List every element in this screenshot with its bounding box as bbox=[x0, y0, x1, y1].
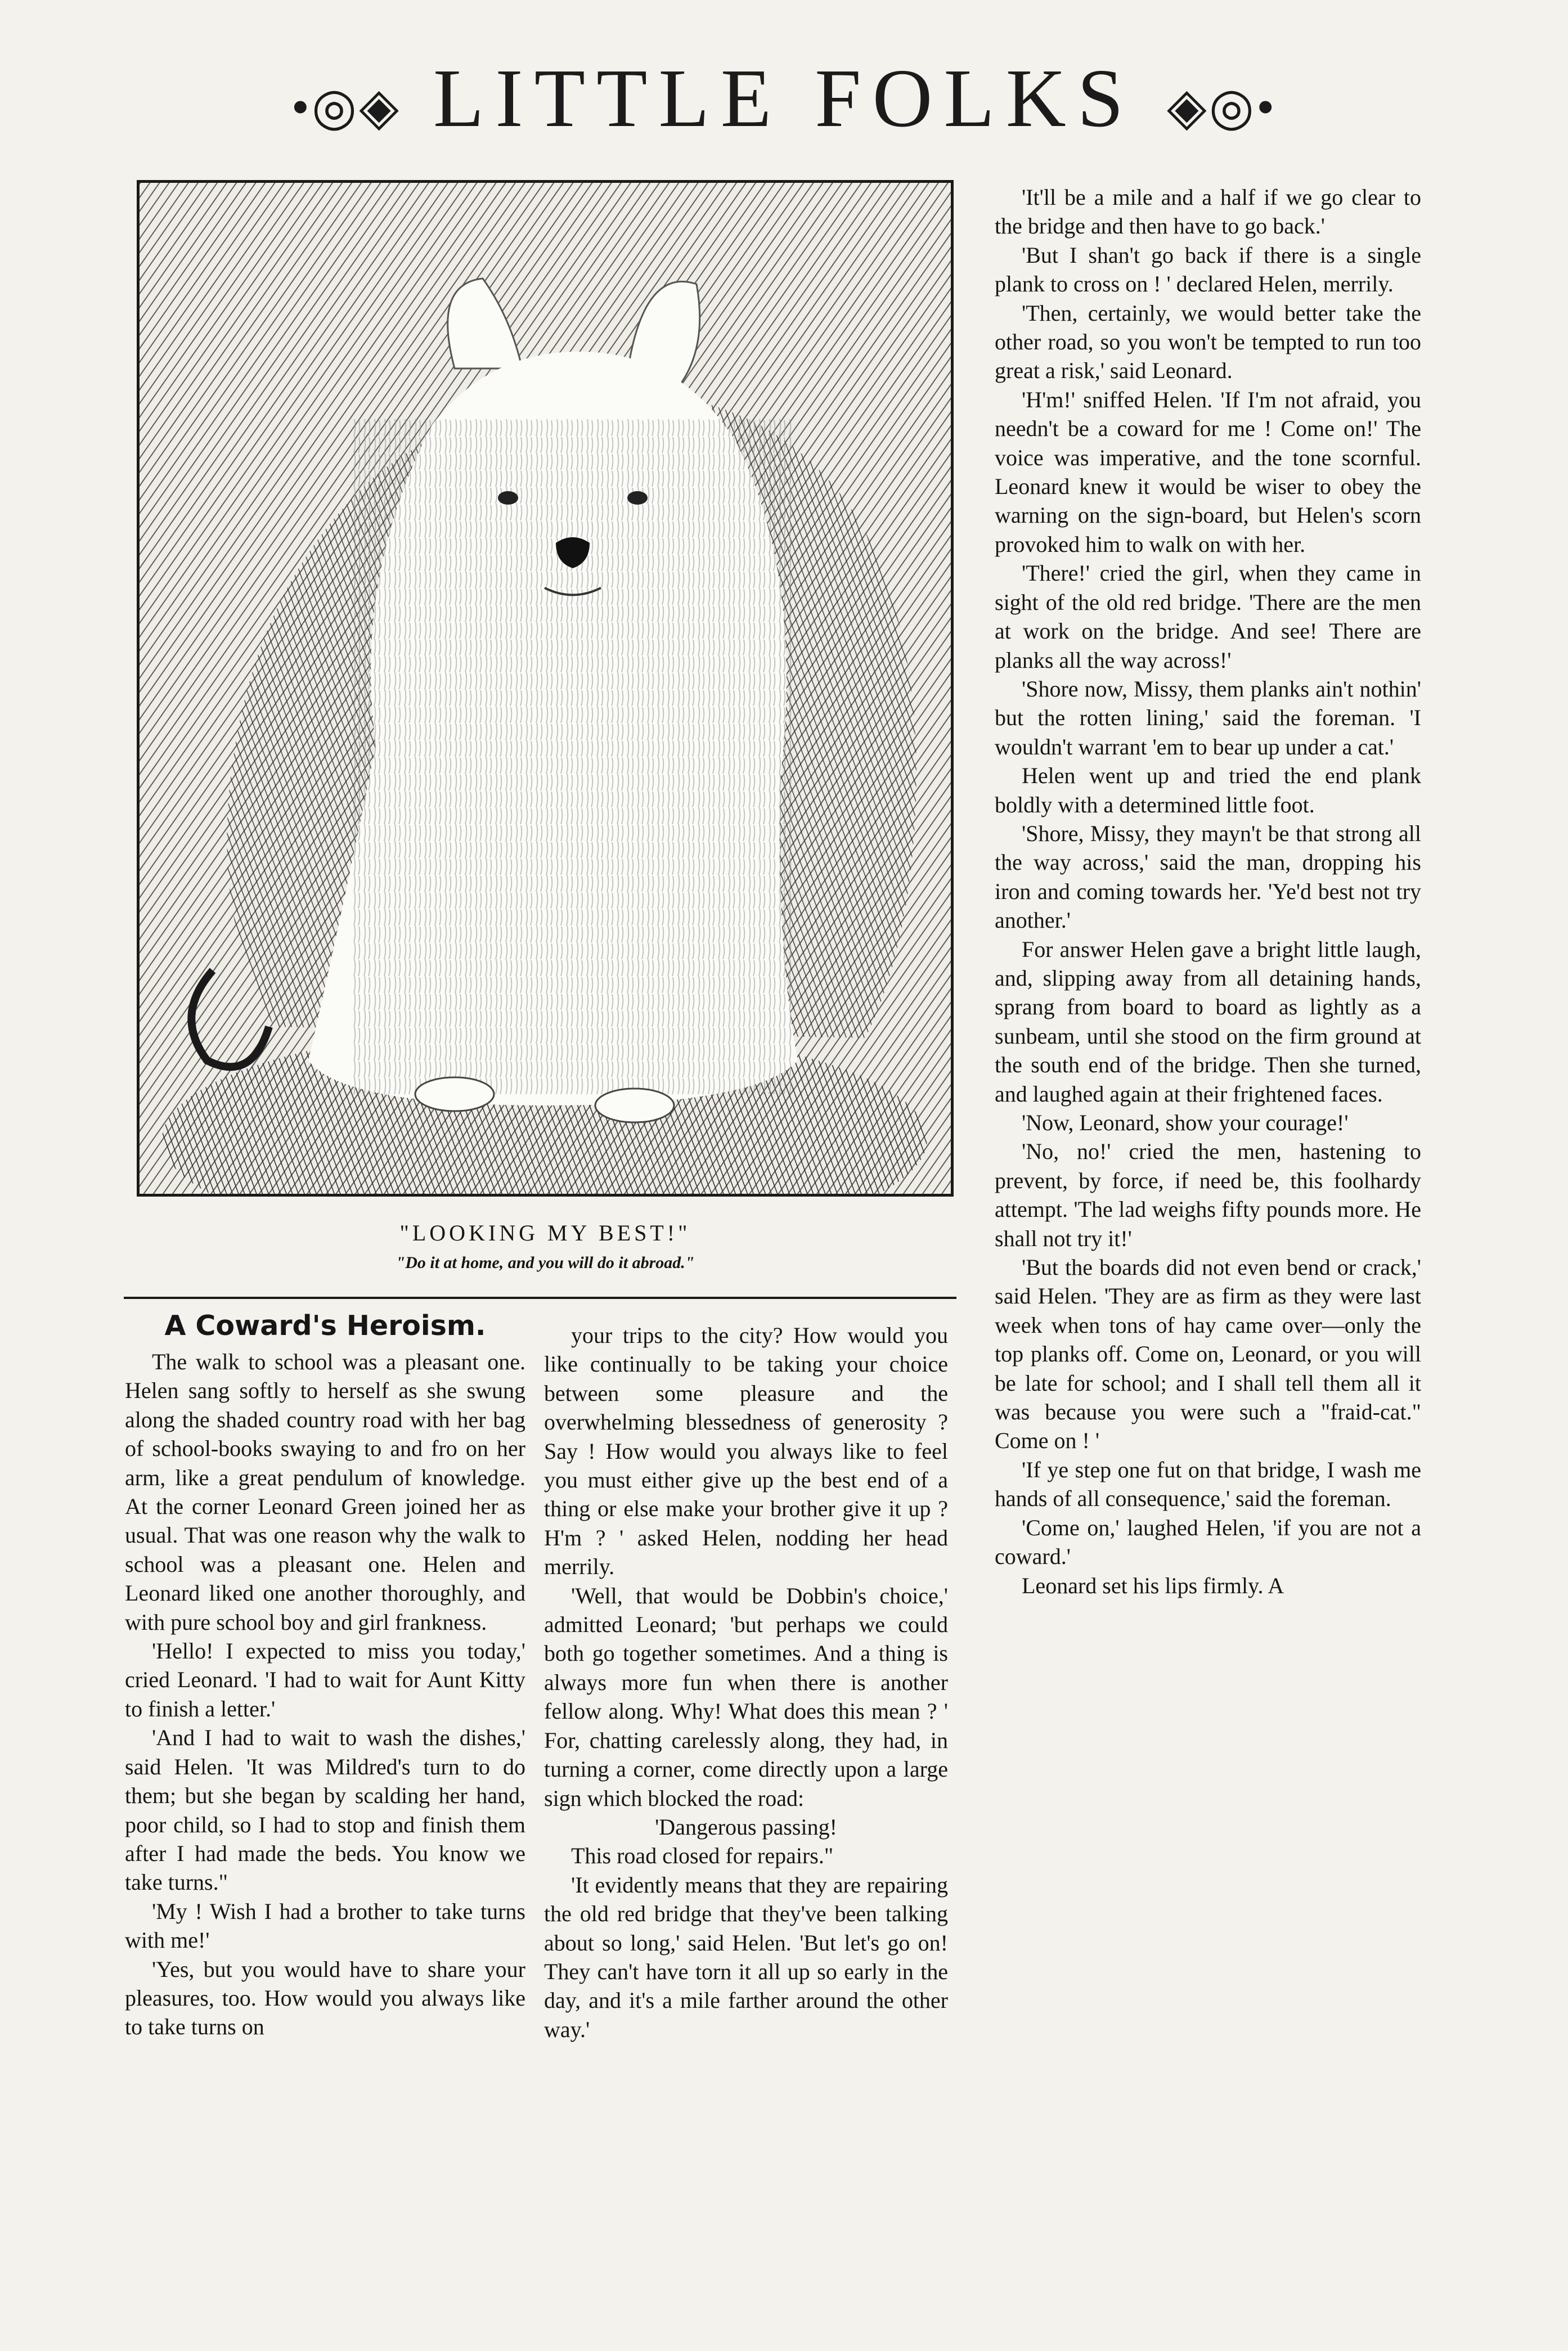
paragraph: 'Come on,' laughed Helen, 'if you are not a coward.' bbox=[995, 1514, 1421, 1570]
masthead bbox=[0, 53, 1568, 143]
paragraph: 'Yes, but you would have to share your pleasures, too. How would you always like to take turns on bbox=[125, 1956, 525, 2040]
paragraph: Leonard set his lips firmly. A bbox=[1022, 1572, 1284, 1598]
paragraph: 'Shore now, Missy, them planks ain't nothin' but the rotten lining,' said the foreman. 'I wouldn't warrant 'em to bear up under a cat.' bbox=[995, 676, 1421, 759]
story-heading: A Coward's Heroism. bbox=[164, 1310, 486, 1342]
section-divider bbox=[124, 1297, 956, 1299]
paragraph: 'And I had to wait to wash the dishes,' said Helen. 'It was Mildred's turn to do them; but she began by scalding her hand, poor child, so I had to stop and finish them after I had made the beds. You know we take turns." bbox=[125, 1725, 525, 1895]
story-column-1 bbox=[125, 1347, 525, 2042]
paragraph: The walk to school was a pleasant one. Helen sang softly to herself as she swung along the shaded country road with her bag of school-books swaying to and fro on her arm, like a great pendulum of knowledge. At the corner Leonard Green joined her as usual. That was one reason why the walk to school was a pleasant one. Helen and Leonard liked one another thoroughly, and with pure school boy and girl frankness. bbox=[125, 1349, 525, 1635]
dog-engraving-icon bbox=[140, 183, 951, 1194]
paragraph: 'H'm!' sniffed Helen. 'If I'm not afraid, you needn't be a coward for me ! Come on!' The voice was imperative, and the tone scornful. Leonard knew it would be wiser to obey the warning on the sign-board, but Helen's scorn provoked him to walk on with her. bbox=[995, 386, 1421, 557]
ornament-right-icon: ◈◎• bbox=[1167, 78, 1277, 136]
paragraph: For answer Helen gave a bright little laugh, and, slipping away from all detaining hands, sprang from board to board as lightly as a sunbeam, until she stood on the firm ground at the south end of the bridge. Then she turned, and laughed again at their frightened faces. bbox=[995, 936, 1421, 1107]
story-column-3 bbox=[995, 183, 1421, 1600]
paragraph: 'If ye step one fut on that bridge, I wash me hands of all consequence,' said the foreman. bbox=[995, 1457, 1421, 1512]
paragraph: Helen went up and tried the end plank boldly with a determined little foot. bbox=[995, 763, 1421, 817]
paragraph: 'Hello! I expected to miss you today,' cried Leonard. 'I had to wait for Aunt Kitty to finish a letter.' bbox=[125, 1638, 525, 1721]
story-column-2 bbox=[544, 1321, 948, 2044]
paragraph: 'It evidently means that they are repairing the old red bridge that they've been talking about so long,' said Helen. 'But let's go on! They can't have torn it all up so early in the day, and it's a mile farther around the other way.' bbox=[544, 1872, 948, 2042]
illustration-caption: "LOOKING MY BEST!" bbox=[399, 1220, 691, 1246]
paragraph: 'Shore, Missy, they mayn't be that strong all the way across,' said the man, dropping his iron and coming towards her. 'Ye'd best not try another.' bbox=[995, 820, 1421, 933]
paragraph: 'Then, certainly, we would better take the other road, so you won't be tempted to run too great a risk,' said Leonard. bbox=[995, 300, 1421, 384]
sign-text: 'Dangerous passing! bbox=[655, 1814, 837, 1840]
dog-illustration bbox=[137, 180, 954, 1197]
paragraph: 'Now, Leonard, show your courage!' bbox=[1022, 1110, 1349, 1135]
masthead-title: LITTLE FOLKS bbox=[433, 52, 1135, 145]
ornament-left-icon: •◎◈ bbox=[291, 78, 401, 136]
paragraph: 'No, no!' cried the men, hastening to prevent, by force, if need be, this foolhardy attempt. 'The lad weighs fifty pounds more. He shall not try it!' bbox=[995, 1139, 1421, 1251]
paragraph: your trips to the city? How would you like continually to be taking your choice between some pleasure and the overwhelming blessedness of generosity ? Say ! How would you always like to feel you must either give up the best end of a thing or else make your brother give it up ? H'm ? ' asked Helen, nodding her head merrily. bbox=[544, 1323, 948, 1580]
paragraph: 'There!' cried the girl, when they came in sight of the old red bridge. 'There are the men at work on the bridge. And see! There are planks all the way across!' bbox=[995, 560, 1421, 673]
paragraph: 'But I shan't go back if there is a single plank to cross on ! ' declared Helen, merrily. bbox=[995, 242, 1421, 297]
paragraph: 'But the boards did not even bend or crack,' said Helen. 'They are as firm as they were last week when tons of hay came over—only the top planks off. Come on, Leonard, or you will be late for school; and I shall tell them all it was because you were such a "fraid-cat." Come on ! ' bbox=[995, 1255, 1421, 1454]
paragraph: 'My ! Wish I had a brother to take turns with me!' bbox=[125, 1898, 525, 1953]
illustration-motto: "Do it at home, and you will do it abroad." bbox=[396, 1253, 695, 1272]
paragraph: 'It'll be a mile and a half if we go clear to the bridge and then have to go back.' bbox=[995, 185, 1421, 239]
sign-text: This road closed for repairs." bbox=[571, 1843, 834, 1869]
paragraph: 'Well, that would be Dobbin's choice,' admitted Leonard; 'but perhaps we could both go together sometimes. And a thing is always more fun when there is another fellow along. Why! What does this mean ? ' For, chatting carelessly along, they had, in turning a corner, come directly upon a large sign which blocked the road: bbox=[544, 1583, 948, 1811]
